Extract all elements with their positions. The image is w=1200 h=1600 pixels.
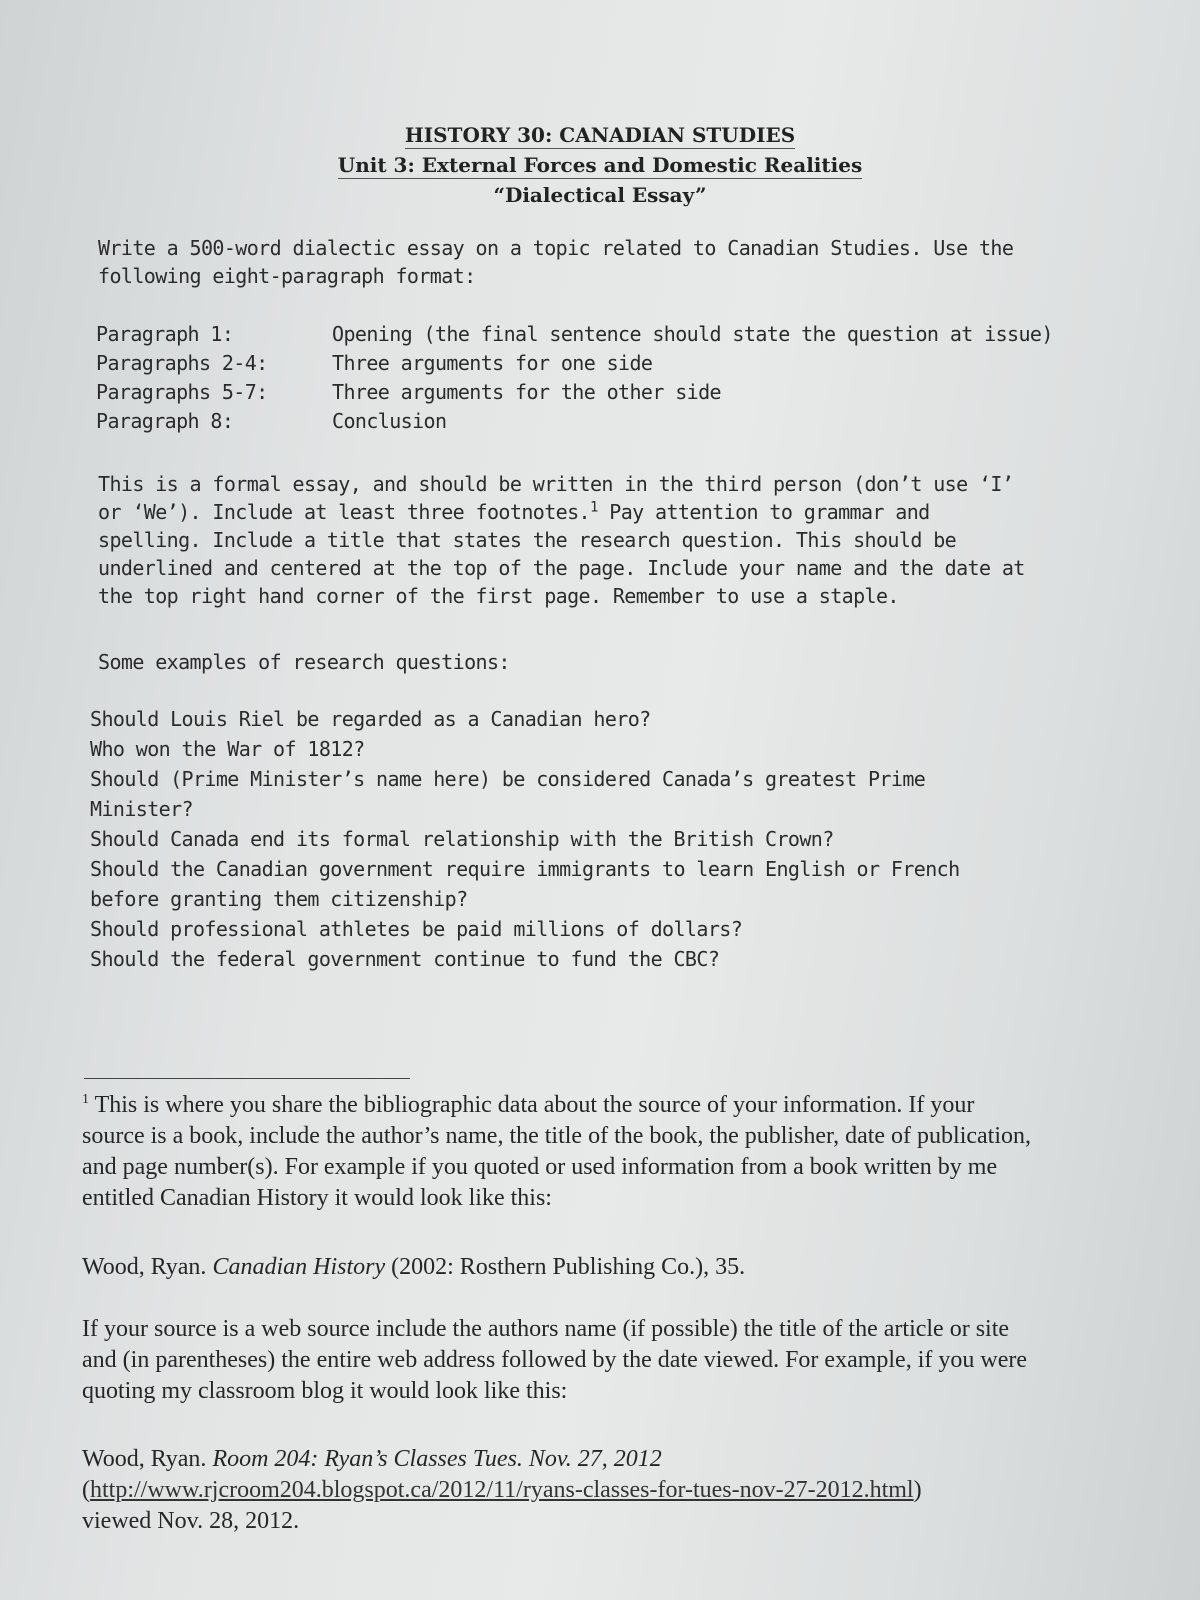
- format-row: [96, 378, 1053, 407]
- intro-paragraph: Write a 500-word dialectic essay on a topic related to Canadian Studies. Use the following eight-paragraph format:: [98, 236, 1014, 288]
- instructions-text-1: This is a formal essay, and should be written in the third person (don’t use ‘I’ or ‘We’). Include at least three footnotes.: [98, 472, 1014, 524]
- format-label: Paragraphs 5-7:: [96, 380, 268, 404]
- unit-title-text: Unit 3: External Forces and Domestic Realities: [337, 153, 863, 177]
- citation-title: Room 204: Ryan’s Classes Tues. Nov. 27, 2012: [212, 1446, 662, 1472]
- footnote-marker: 1: [82, 1092, 89, 1107]
- list-item: Should (Prime Minister’s name here) be considered Canada’s greatest Prime Minister?: [90, 767, 926, 821]
- format-row: [96, 349, 1053, 378]
- footnote-reference: 1: [589, 499, 598, 516]
- format-label: Paragraphs 2-4:: [96, 351, 268, 375]
- web-source-text: If your source is a web source include the authors name (if possible) the title of the article or site and (in parentheses) the entire web address followed by the date viewed. For example, if you were quoting my classroom blog it would look like this:: [82, 1316, 1027, 1404]
- format-list: [96, 320, 1053, 436]
- list-item: Should the Canadian government require immigrants to learn English or French before granting them citizenship?: [90, 857, 960, 911]
- footnote-body: This is where you share the bibliographic data about the source of your information. If your source is a book, include the author’s name, the title of the book, the publisher, date of publication, and page number(s). For example if you quoted or used information from a book written by me entitled Canadian History it would look like this:: [82, 1092, 1032, 1211]
- citation-paren-open: (: [82, 1477, 90, 1503]
- citation-viewed-date: viewed Nov. 28, 2012.: [82, 1508, 300, 1534]
- format-desc: Three arguments for one side: [332, 351, 653, 375]
- format-row: [96, 407, 1053, 436]
- list-item: Should the federal government continue to fund the CBC?: [90, 947, 720, 971]
- list-item: Who won the War of 1812?: [90, 737, 365, 761]
- citation-title: Canadian History: [212, 1254, 386, 1280]
- format-desc: Three arguments for the other side: [332, 380, 721, 404]
- citation-author: Wood, Ryan.: [82, 1254, 213, 1280]
- assignment-title: [0, 183, 1200, 207]
- web-citation: [82, 1444, 1042, 1537]
- course-title-text: HISTORY 30: CANADIAN STUDIES: [404, 123, 796, 147]
- assignment-title-text: “Dialectical Essay”: [493, 183, 707, 207]
- citation-paren-close: ): [913, 1477, 922, 1503]
- footnote-text: [82, 1090, 1042, 1214]
- book-citation: [82, 1252, 1042, 1283]
- questions-list: [90, 704, 990, 974]
- format-desc: Conclusion: [332, 409, 447, 433]
- footnote-divider: [84, 1078, 410, 1079]
- list-item: Should Louis Riel be regarded as a Canadian hero?: [90, 707, 651, 731]
- format-row: [96, 320, 1053, 349]
- instructions-text-2: Pay attention to grammar and spelling. Include a title that states the research question. This should be underlined and centered at the top of the page. Include your name and the date at the top right hand corner of the first page. Remember to use a staple.: [98, 500, 1025, 608]
- list-item: Should professional athletes be paid millions of dollars?: [90, 917, 743, 941]
- citation-details: (2002: Rosthern Publishing Co.), 35.: [385, 1254, 746, 1280]
- citation-url-link[interactable]: http://www.rjcroom204.blogspot.ca/2012/11/ryans-classes-for-tues-nov-27-2012.html: [90, 1477, 914, 1503]
- list-item: Should Canada end its formal relationship with the British Crown?: [90, 827, 834, 851]
- course-title: [0, 123, 1200, 147]
- format-label: Paragraph 1:: [96, 322, 234, 346]
- format-desc: Opening (the final sentence should state the question at issue): [332, 322, 1053, 346]
- unit-title: [0, 153, 1200, 177]
- format-label: Paragraph 8:: [96, 409, 234, 433]
- citation-author: Wood, Ryan.: [82, 1446, 213, 1472]
- examples-heading: Some examples of research questions:: [98, 650, 510, 674]
- instructions-paragraph: [98, 470, 1038, 610]
